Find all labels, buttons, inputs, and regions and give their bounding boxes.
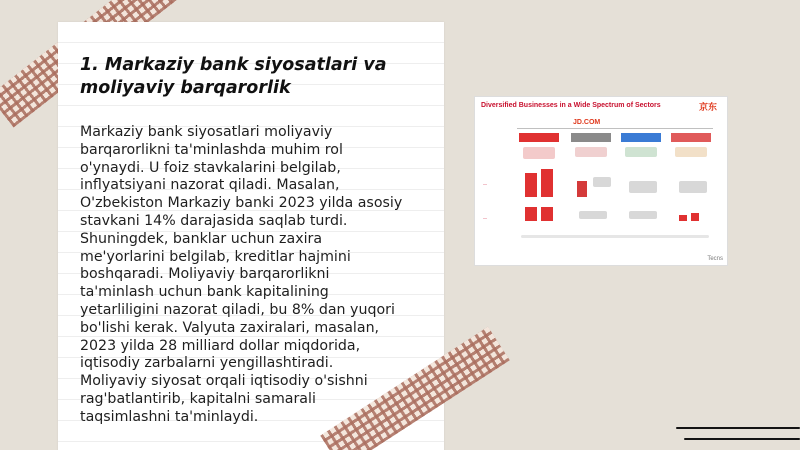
- body-line: rag'batlantirib, kapitalni samarali: [80, 390, 316, 407]
- body-line: o'ynaydi. U foiz stavkalarini belgilab,: [80, 159, 341, 176]
- body-line: O'zbekiston Markaziy banki 2023 yilda asosiy: [80, 195, 403, 212]
- red-bar: [691, 213, 699, 221]
- body-line: yetarliligini nazorat qiladi, bu 8% dan yuqori: [80, 301, 395, 318]
- chart-thumbnail: [593, 177, 611, 187]
- figure-subtitle: JD.COM: [573, 119, 601, 126]
- title-line: 1. Markaziy bank siyosatlari va: [80, 55, 387, 75]
- column-header: [571, 133, 611, 142]
- red-bar: [679, 215, 687, 221]
- column-logo: [625, 147, 657, 157]
- figure-divider: [517, 128, 713, 129]
- red-bar: [525, 173, 537, 197]
- chart-thumbnail: [629, 181, 657, 193]
- chart-thumbnail: [579, 211, 607, 219]
- red-bar: [525, 207, 537, 221]
- body-line: barqarorlikni ta'minlashda muhim rol: [80, 141, 343, 158]
- row-label-mark: —: [483, 181, 487, 186]
- column-header: [621, 133, 661, 142]
- row-label-mark: —: [483, 215, 487, 220]
- red-bar: [541, 169, 553, 197]
- body-line: me'yorlarini belgilab, kreditlar hajmini: [80, 248, 351, 265]
- figure-footer-rule: [521, 235, 709, 238]
- infographic-image: [474, 96, 728, 266]
- body-line: taqsimlashni ta'minlaydi.: [80, 408, 259, 425]
- column-logo: [575, 147, 607, 157]
- column-logo: [523, 147, 555, 159]
- title-line: moliyaviy barqarorlik: [80, 78, 291, 98]
- body-line: iqtisodiy zarbalarni yengillashtiradi.: [80, 355, 334, 372]
- jd-logo: 京东: [698, 102, 717, 112]
- decorative-line: [684, 438, 800, 440]
- body-line: bo'lishi kerak. Valyuta zaxiralari, masalan,: [80, 319, 380, 336]
- body-line: stavkani 14% darajasida saqlab turdi.: [80, 212, 348, 229]
- red-bar: [541, 207, 553, 221]
- figure-title: Diversified Businesses in a Wide Spectrum of Sectors: [481, 102, 661, 109]
- column-logo: [675, 147, 707, 157]
- body-line: Moliyaviy siyosat orqali iqtisodiy o'sishni: [80, 373, 368, 390]
- column-header: [519, 133, 559, 142]
- body-line: Shuningdek, banklar uchun zaxira: [80, 230, 323, 247]
- red-bar: [577, 181, 587, 197]
- body-paragraph: [80, 124, 436, 427]
- figure-watermark: Tecns: [707, 256, 723, 262]
- slide-title: [80, 54, 420, 100]
- body-line: inflyatsiyani nazorat qiladi. Masalan,: [80, 177, 340, 194]
- decorative-line: [676, 427, 800, 429]
- body-line: ta'minlash uchun bank kapitalining: [80, 284, 329, 301]
- body-line: 2023 yilda 28 milliard dollar miqdorida,: [80, 337, 361, 354]
- chart-thumbnail: [679, 181, 707, 193]
- body-line: boshqaradi. Moliyaviy barqarorlikni: [80, 266, 330, 283]
- column-header: [671, 133, 711, 142]
- chart-thumbnail: [629, 211, 657, 219]
- body-line: Markaziy bank siyosatlari moliyaviy: [80, 124, 333, 140]
